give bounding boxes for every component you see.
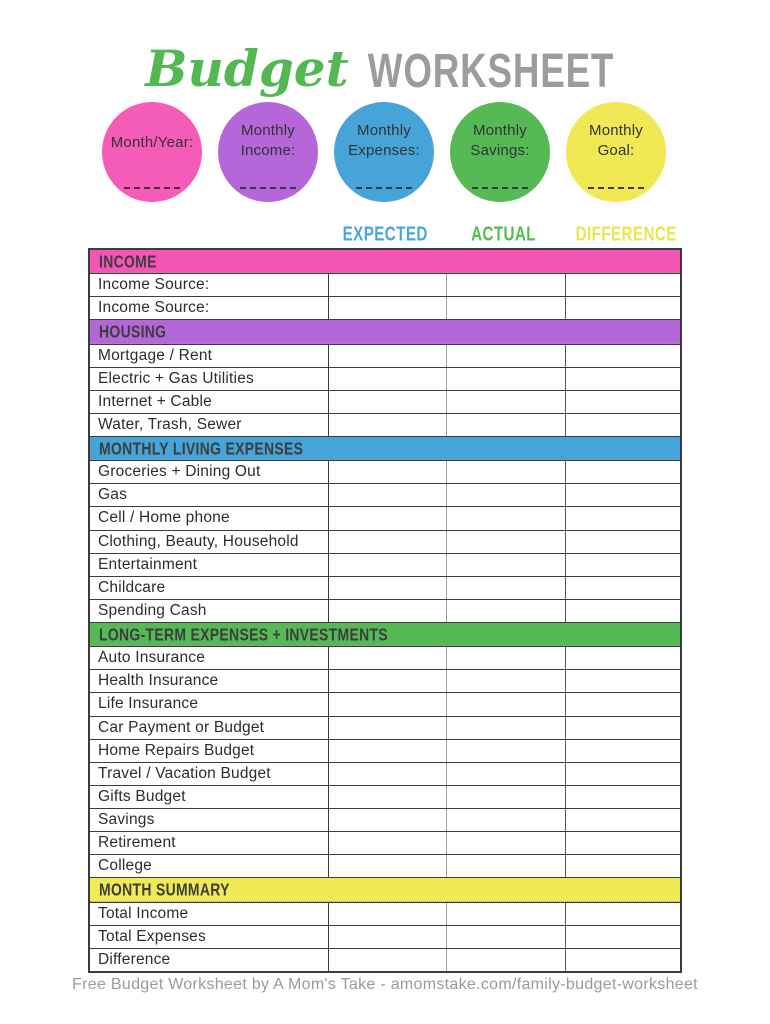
row-label: Income Source: — [98, 276, 210, 294]
table-row-groceries-dining-out — [90, 460, 680, 483]
expected-value-cell — [328, 855, 446, 877]
difference-value-cell — [565, 693, 680, 715]
actual-value-cell — [446, 507, 565, 529]
expected-value-cell — [328, 763, 446, 785]
actual-value-cell — [446, 391, 565, 413]
actual-value-cell — [446, 926, 565, 948]
table-row-savings — [90, 808, 680, 831]
row-label: Income Source: — [98, 299, 210, 317]
expected-value-cell — [328, 274, 446, 296]
table-row-mortgage-rent — [90, 344, 680, 367]
actual-value-cell — [446, 554, 565, 576]
expected-value-cell — [328, 809, 446, 831]
expected-value-cell — [328, 368, 446, 390]
actual-value-cell — [446, 855, 565, 877]
table-row-home-repairs-budget — [90, 739, 680, 762]
section-header-income — [90, 250, 680, 273]
actual-value-cell — [446, 484, 565, 506]
write-in-dashed-line — [588, 187, 644, 189]
expected-value-cell — [328, 507, 446, 529]
row-label: Groceries + Dining Out — [98, 463, 261, 481]
row-label: Retirement — [98, 834, 176, 852]
circle-label — [218, 102, 318, 162]
difference-value-cell — [565, 368, 680, 390]
expected-value-cell — [328, 903, 446, 925]
column-header-actual — [444, 225, 563, 245]
expected-value-cell — [328, 414, 446, 436]
circle-label — [334, 102, 434, 162]
row-label: Car Payment or Budget — [98, 718, 265, 736]
table-row-childcare — [90, 576, 680, 599]
row-label: Water, Trash, Sewer — [98, 415, 242, 433]
actual-value-cell — [446, 345, 565, 367]
table-row-water-trash-sewer — [90, 413, 680, 436]
write-in-dashed-line — [124, 187, 180, 189]
table-row-entertainment — [90, 553, 680, 576]
actual-value-cell — [446, 949, 565, 971]
summary-circle-monthly-income — [218, 102, 318, 202]
actual-value-cell — [446, 461, 565, 483]
page-title — [0, 39, 770, 98]
row-label: Health Insurance — [98, 672, 219, 690]
circle-label-line: Income: — [240, 142, 296, 160]
expected-value-cell — [328, 670, 446, 692]
row-label: Total Expenses — [98, 927, 206, 945]
circle-label-line: Month/Year: — [110, 134, 194, 151]
write-in-dashed-line — [240, 187, 296, 189]
expected-value-cell — [328, 740, 446, 762]
table-row-gas — [90, 483, 680, 506]
row-label: Childcare — [98, 578, 166, 596]
expected-value-cell — [328, 554, 446, 576]
circle-label-line: Monthly — [357, 122, 411, 139]
difference-value-cell — [565, 855, 680, 877]
circle-label-line: Monthly — [473, 122, 527, 139]
row-label: Clothing, Beauty, Household — [98, 532, 299, 550]
actual-value-cell — [446, 786, 565, 808]
difference-value-cell — [565, 600, 680, 622]
table-row-total-expenses — [90, 925, 680, 948]
difference-value-cell — [565, 484, 680, 506]
row-label: Travel / Vacation Budget — [98, 764, 271, 782]
row-label: Life Insurance — [98, 695, 199, 713]
difference-value-cell — [565, 554, 680, 576]
column-header-difference — [563, 225, 682, 245]
summary-circle-monthly-expenses — [334, 102, 434, 202]
footer-credit: Free Budget Worksheet by A Mom's Take - amomstake.com/family-budget-worksheet — [72, 976, 698, 993]
write-in-dashed-line — [472, 187, 528, 189]
circle-label-line: Monthly — [589, 122, 643, 139]
expected-value-cell — [328, 577, 446, 599]
row-label: Spending Cash — [98, 601, 207, 619]
actual-value-cell — [446, 274, 565, 296]
row-label: Auto Insurance — [98, 649, 206, 667]
section-header-monthly-living-expenses — [90, 436, 680, 460]
row-label: Gas — [98, 486, 128, 504]
expected-value-cell — [328, 297, 446, 319]
expected-value-cell — [328, 832, 446, 854]
row-label: Savings — [98, 811, 155, 829]
actual-value-cell — [446, 809, 565, 831]
circle-label — [102, 102, 202, 153]
row-label: Mortgage / Rent — [98, 346, 213, 364]
circle-label — [450, 102, 550, 162]
table-row-difference — [90, 948, 680, 971]
difference-value-cell — [565, 903, 680, 925]
circle-label-line: Expenses: — [348, 142, 420, 160]
expected-value-cell — [328, 461, 446, 483]
expected-value-cell — [328, 345, 446, 367]
circle-label-line: Monthly — [241, 122, 295, 139]
difference-value-cell — [565, 717, 680, 739]
summary-circle-monthly-goal — [566, 102, 666, 202]
table-row-total-income — [90, 902, 680, 925]
actual-value-cell — [446, 670, 565, 692]
row-label: Gifts Budget — [98, 787, 186, 805]
actual-value-cell — [446, 693, 565, 715]
table-row-cell-home-phone — [90, 506, 680, 529]
actual-value-cell — [446, 414, 565, 436]
table-row-clothing-beauty-household — [90, 530, 680, 553]
expected-value-cell — [328, 391, 446, 413]
summary-circle-month-year — [102, 102, 202, 202]
difference-value-cell — [565, 786, 680, 808]
row-label: Electric + Gas Utilities — [98, 369, 254, 387]
row-label: Home Repairs Budget — [98, 741, 255, 759]
difference-value-cell — [565, 345, 680, 367]
row-label: Difference — [98, 950, 171, 968]
actual-value-cell — [446, 903, 565, 925]
difference-value-cell — [565, 763, 680, 785]
expected-value-cell — [328, 600, 446, 622]
table-row-life-insurance — [90, 692, 680, 715]
expected-value-cell — [328, 949, 446, 971]
table-row-college — [90, 854, 680, 877]
difference-value-cell — [565, 832, 680, 854]
expected-value-cell — [328, 531, 446, 553]
difference-value-cell — [565, 297, 680, 319]
table-row-internet-cable — [90, 390, 680, 413]
table-row-income-source — [90, 273, 680, 296]
circle-label-line: Goal: — [597, 142, 635, 160]
expected-value-cell — [328, 926, 446, 948]
title-worksheet-caps: WORKSHEET — [367, 42, 614, 98]
difference-value-cell — [565, 274, 680, 296]
table-row-spending-cash — [90, 599, 680, 622]
difference-value-cell — [565, 507, 680, 529]
section-title: MONTH SUMMARY — [99, 879, 230, 900]
column-header-label: DIFFERENCE — [575, 223, 677, 246]
section-header-housing — [90, 319, 680, 343]
actual-value-cell — [446, 647, 565, 669]
table-row-auto-insurance — [90, 646, 680, 669]
difference-value-cell — [565, 647, 680, 669]
actual-value-cell — [446, 368, 565, 390]
table-row-travel-vacation-budget — [90, 762, 680, 785]
table-row-health-insurance — [90, 669, 680, 692]
row-label: College — [98, 857, 152, 875]
actual-value-cell — [446, 832, 565, 854]
row-label: Entertainment — [98, 555, 198, 573]
table-row-gifts-budget — [90, 785, 680, 808]
difference-value-cell — [565, 740, 680, 762]
actual-value-cell — [446, 531, 565, 553]
table-row-retirement — [90, 831, 680, 854]
difference-value-cell — [565, 414, 680, 436]
circle-label-line: Savings: — [470, 142, 530, 160]
row-label: Total Income — [98, 904, 189, 922]
write-in-dashed-line — [356, 187, 412, 189]
summary-circles — [102, 102, 668, 202]
section-title: INCOME — [99, 251, 157, 272]
expected-value-cell — [328, 693, 446, 715]
expected-value-cell — [328, 717, 446, 739]
expected-value-cell — [328, 484, 446, 506]
actual-value-cell — [446, 297, 565, 319]
difference-value-cell — [565, 577, 680, 599]
table-row-electric-gas-utilities — [90, 367, 680, 390]
expected-value-cell — [328, 647, 446, 669]
difference-value-cell — [565, 809, 680, 831]
difference-value-cell — [565, 531, 680, 553]
actual-value-cell — [446, 740, 565, 762]
title-budget-script: Budget — [145, 39, 349, 98]
section-title: LONG-TERM EXPENSES + INVESTMENTS — [99, 624, 388, 645]
budget-table — [88, 248, 682, 973]
expected-value-cell — [328, 786, 446, 808]
difference-value-cell — [565, 670, 680, 692]
difference-value-cell — [565, 926, 680, 948]
column-header-expected — [326, 225, 444, 245]
column-header-label: EXPECTED — [342, 223, 428, 246]
actual-value-cell — [446, 763, 565, 785]
section-title: MONTHLY LIVING EXPENSES — [99, 438, 304, 459]
circle-label — [566, 102, 666, 162]
row-label: Cell / Home phone — [98, 509, 230, 527]
difference-value-cell — [565, 391, 680, 413]
summary-circle-monthly-savings — [450, 102, 550, 202]
actual-value-cell — [446, 577, 565, 599]
difference-value-cell — [565, 949, 680, 971]
difference-value-cell — [565, 461, 680, 483]
value-column-headers — [326, 225, 682, 245]
section-header-long-term-expenses-investments — [90, 622, 680, 646]
row-label: Internet + Cable — [98, 392, 212, 410]
table-row-car-payment-or-budget — [90, 716, 680, 739]
column-header-label: ACTUAL — [471, 223, 536, 246]
section-header-month-summary — [90, 877, 680, 901]
actual-value-cell — [446, 600, 565, 622]
actual-value-cell — [446, 717, 565, 739]
section-title: HOUSING — [99, 321, 167, 342]
table-row-income-source — [90, 296, 680, 319]
